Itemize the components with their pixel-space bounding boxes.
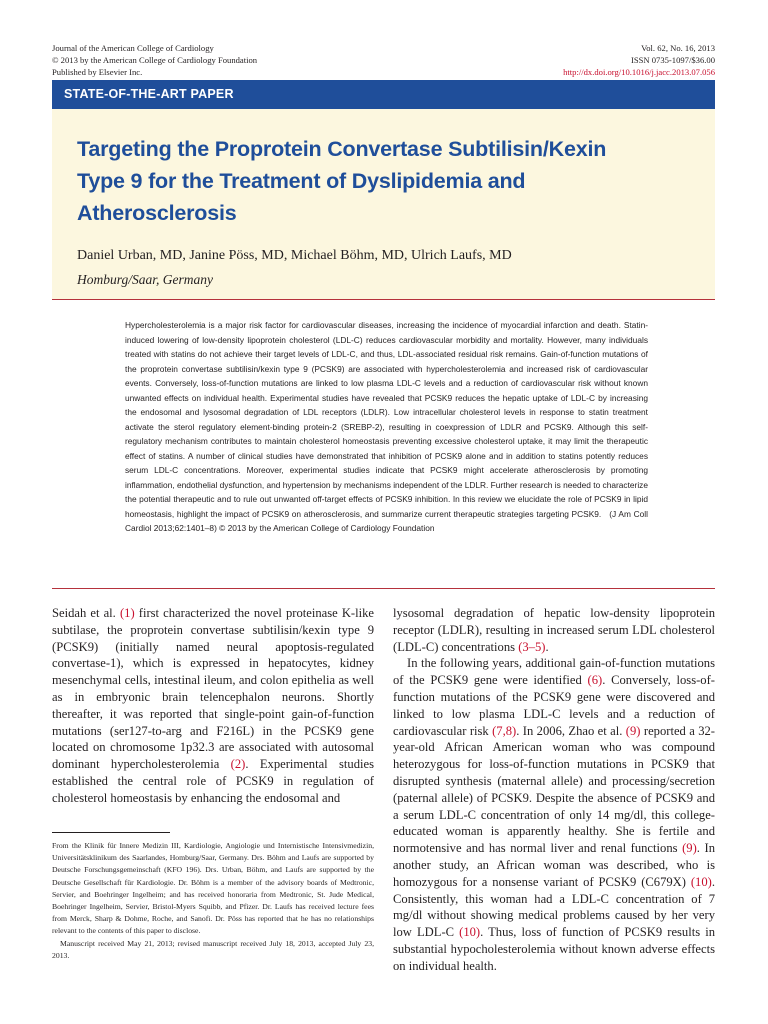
body-text: . Thus, loss of function of PCSK9 results in substantial hypocholesterolemia without known adverse effects on individual health. <box>393 925 716 973</box>
journal-name: Journal of the American College of Cardiology <box>52 43 214 53</box>
reference-link[interactable]: (3–5) <box>518 639 546 654</box>
body-text: . Consistently, this woman had a LDL-C concentration of 7 mg/dl without showing medical problems caused by her very low LDL-C <box>393 874 715 940</box>
body-paragraph <box>393 605 715 655</box>
body-text: . Experimental studies established the central role of PCSK9 in regulation of cholesterol homeostasis by enhancing the endosomal and <box>52 757 374 805</box>
body-text: In the following years, additional gain-of-function mutations of the PCSK9 gene were identified <box>393 656 715 688</box>
affiliation: Homburg/Saar, Germany <box>77 272 213 287</box>
body-column-left <box>52 605 374 807</box>
author-list: Daniel Urban, MD, Janine Pöss, MD, Michael Böhm, MD, Ulrich Laufs, MD <box>77 248 512 263</box>
article-type-banner <box>52 80 715 109</box>
reference-link[interactable]: (9) <box>682 841 697 856</box>
title-block <box>52 109 715 300</box>
doi-link[interactable]: http://dx.doi.org/10.1016/j.jacc.2013.07.056 <box>563 67 715 77</box>
abstract <box>125 318 648 536</box>
footnote-divider <box>52 832 170 833</box>
body-text: . In 2006, Zhao et al. <box>516 723 626 738</box>
reference-link[interactable]: (2) <box>230 757 246 772</box>
body-text: lysosomal degradation of hepatic low-density lipoprotein receptor (LDLR), resulting in increased serum LDL cholesterol (LDL-C) concentrations <box>393 606 715 654</box>
reference-link[interactable]: (1) <box>119 606 135 620</box>
article-type-label: STATE-OF-THE-ART PAPER <box>64 87 234 101</box>
publisher-line: Published by Elsevier Inc. <box>52 67 143 77</box>
copyright-line: © 2013 by the American College of Cardiology Foundation <box>52 55 258 65</box>
body-text: reported a 32-year-old African American woman who was compound heterozygous for loss-of-function mutations in PCSK9 that disrupted synthesis (maternal allele) and processing/secretion (paternal allele) of PCSK9. Despite the absence of PCSK9 and a serum LDL-C concentration of only 14 mg/dl, this college-educated woman is apparently healthy. She is fertile and normotensive and has normal liver and renal functions <box>393 723 715 856</box>
issue-info <box>563 42 715 78</box>
body-text: . Conversely, loss-of-function mutations of the PCSK9 gene were discovered and linked to low plasma LDL-C levels and a reduction of cardiovascular risk <box>393 673 715 738</box>
article-title: Targeting the Proprotein Convertase Subtilisin/Kexin Type 9 for the Treatment of Dyslipidemia and Atherosclerosis <box>77 137 607 225</box>
footnote-dates: Manuscript received May 21, 2013; revised manuscript received July 18, 2013, accepted July 23, 2013. <box>52 938 374 960</box>
reference-link[interactable]: (10) <box>459 925 481 940</box>
reference-link[interactable]: (10) <box>690 874 712 889</box>
body-text: Seidah et al. <box>52 606 120 620</box>
footnote <box>52 840 374 962</box>
reference-link[interactable]: (9) <box>625 723 641 738</box>
abstract-text: Hypercholesterolemia is a major risk factor for cardiovascular diseases, increasing the incidence of myocardial infarction and death. Statin-induced lowering of low-density lipoprotein cholesterol (LDL-C) reduces cardiovascular morbidity and mortality. However, many individuals treated with statins do not achieve their target levels of LDL-C, and thus, LDL-associated residual risk remains. Gain-of-function mutations of the proprotein convertase subtilisin/kexin type 9 (PCSK9) are associated with hypercholesterolemia and increased risk of cardiovascular events. Conversely, loss-of-function mutations are linked to low plasma LDL-C levels and a reduction of cardiovascular risk without known unwanted effects on individual health. Experimental studies have revealed that PCSK9 reduces the hepatic uptake of LDL-C by increasing the endosomal and lysosomal degradation of LDL receptors (LDLR). Low intracellular cholesterol levels in response to statin treatment activate the sterol regulatory element-binding protein-2 (SREBP-2), resulting in coexpression of LDLR and PCSK9. Although this self-regulatory mechanism contributes to maintain cholesterol homeostasis preventing excessive cholesterol uptake, it may limit the therapeutic effect of statins. A number of clinical studies have demonstrated that inhibition of PCSK9 alone and in addition to statins potently reduces serum LDL-C concentrations. Moreover, experimental studies indicate that PCSK9 might accelerate atherosclerosis by promoting inflammation, endothelial dysfunction, and hypertension by mechanisms independent of the LDLR. Further research is needed to characterize the potential therapeutic and to rule out unwanted off-target effects of PCSK9 inhibition. In this review we elucidate the role of PCSK9 in lipid homeostasis, highlight the impact of PCSK9 on atherosclerosis, and summarize current therapeutic strategies targeting PCSK9. <box>125 320 648 519</box>
reference-link[interactable]: (6) <box>587 673 603 688</box>
body-text: first characterized the novel proteinase K-like subtilase, the proprotein convertase subtilisin/kexin type 9 (PCSK9) (initially named neural apoptosis-regulated convertase-1), which is expressed in hepatocytes, kidney mesenchymal cells, intestinal ileum, and colon epithelia as well as in embryonic brain telencephalon neurons. Shortly thereafter, it was reported that single-point gain-of-function mutations (ser127-to-arg and F216L) in the PCSK9 gene located on chromosome 1p32.3 are associated with autosomal dominant hypercholesterolemia <box>52 606 374 772</box>
abstract-divider <box>52 588 715 589</box>
body-column-right <box>393 605 715 975</box>
footnote-affiliation: From the Klinik für Innere Medizin III, Kardiologie, Angiologie und Internistische Intensivmedizin, Universitätsklinikum des Saarlandes, Homburg/Saar, Germany. Drs. Böhm and Laufs are supported by Deutsche Forschungsgemeinschaft (KFO 196). Drs. Urban, Böhm, and Laufs are supported by the Deutsche Gesellschaft für Kardiologie. Dr. Böhm is a member of the advisory boards of Medtronic, Servier, and Boehringer Ingelheim; and has received honoraria from Medtronic, St. Jude Medical, Boehringer Ingelheim, Servier, Bristol-Myers Squibb, and Pfizer. Dr. Laufs has received lecture fees from Merck, Sharp & Dohme, Roche, and Sanofi. Dr. Pöss has reported that he has no relationships relevant to the contents of this paper to disclose. <box>52 841 374 936</box>
journal-header <box>52 42 257 78</box>
reference-link[interactable]: (7,8) <box>492 723 517 738</box>
issn-line: ISSN 0735-1097/$36.00 <box>630 55 715 65</box>
body-text: . <box>545 639 549 654</box>
body-paragraph <box>52 605 374 807</box>
body-paragraph <box>393 655 715 974</box>
volume-line: Vol. 62, No. 16, 2013 <box>641 43 715 53</box>
body-text: . In another study, an African woman was described, who is homozygous for a nonsense variant of PCSK9 (C679X) <box>393 841 715 889</box>
abstract-citation: (J Am Coll Cardiol 2013;62:1401–8) © 2013 by the American College of Cardiology Foundation <box>125 508 648 533</box>
